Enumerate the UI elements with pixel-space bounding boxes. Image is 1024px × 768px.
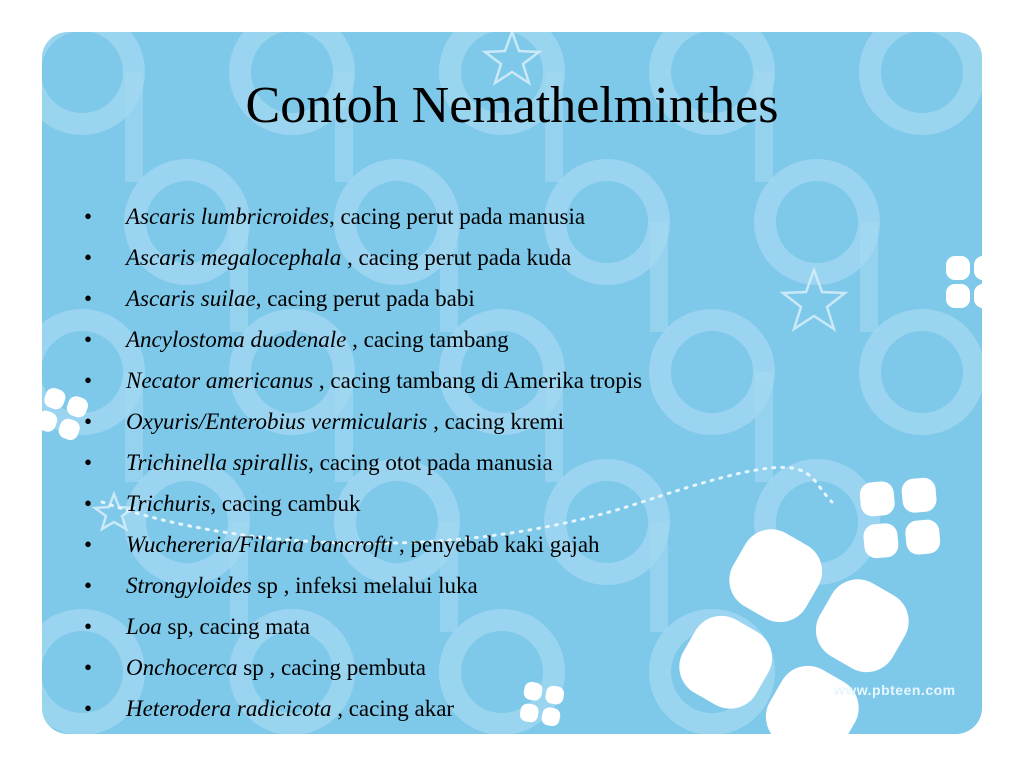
bullet-text	[126, 401, 564, 442]
bullet-item	[84, 196, 844, 237]
species-name: Trichinella spirallis	[126, 450, 309, 475]
bullet-item	[84, 688, 844, 729]
species-name: Strongyloides	[126, 573, 252, 598]
species-name: Heterodera radicicota	[126, 696, 332, 721]
bullet-item	[84, 606, 844, 647]
bullet-icon: •	[84, 245, 93, 270]
bullet-text	[126, 606, 310, 647]
species-name: Onchocerca	[126, 655, 238, 680]
bullet-text	[126, 524, 600, 565]
bullet-item	[84, 483, 844, 524]
bullet-text	[126, 278, 475, 319]
bullet-text	[126, 319, 509, 360]
bullet-text	[126, 442, 553, 483]
bullet-icon: •	[84, 696, 93, 721]
bullet-item	[84, 442, 844, 483]
bullet-icon: •	[84, 532, 93, 557]
bullet-item	[84, 278, 844, 319]
bullet-icon: •	[84, 573, 93, 598]
species-name: Trichuris	[126, 491, 211, 516]
bullet-item	[84, 360, 844, 401]
bullet-icon: •	[84, 286, 93, 311]
bullet-icon: •	[84, 450, 93, 475]
species-description: , cacing perut pada babi	[255, 286, 475, 311]
bullet-icon: •	[84, 204, 93, 229]
bullet-text	[126, 196, 585, 237]
bullet-icon: •	[84, 409, 93, 434]
species-description: sp, cacing mata	[161, 614, 310, 639]
bullet-icon: •	[84, 327, 93, 352]
bullet-text	[126, 483, 360, 524]
slide-title: Contoh Nemathelminthes	[245, 77, 779, 134]
bullet-list	[84, 196, 844, 729]
species-description: , cacing perut pada manusia	[328, 204, 586, 229]
bullet-text	[126, 565, 478, 606]
species-name: Ascaris suilae	[126, 286, 256, 311]
species-description: , cacing otot pada manusia	[308, 450, 553, 475]
bullet-text	[126, 688, 454, 729]
species-description: , cacing perut pada kuda	[341, 245, 572, 270]
bullet-icon: •	[84, 368, 93, 393]
species-description: , cacing akar	[331, 696, 455, 721]
bullet-item	[84, 524, 844, 565]
bullet-item	[84, 565, 844, 606]
species-description: , cacing kremi	[427, 409, 564, 434]
species-name: Necator americanus	[126, 368, 314, 393]
species-name: Wuchereria/Filaria bancrofti	[126, 532, 394, 557]
bullet-text	[126, 360, 642, 401]
species-description: , penyebab kaki gajah	[393, 532, 600, 557]
watermark: www.pbteen.com	[834, 682, 956, 698]
bullet-icon: •	[84, 614, 93, 639]
bullet-item	[84, 319, 844, 360]
species-name: Loa	[126, 614, 162, 639]
bullet-item	[84, 401, 844, 442]
bullet-item	[84, 237, 844, 278]
species-name: Ancylostoma duodenale	[126, 327, 347, 352]
bullet-text	[126, 647, 426, 688]
species-description: , cacing tambang di Amerika tropis	[313, 368, 643, 393]
species-description: , cacing tambang	[346, 327, 509, 352]
bullet-icon: •	[84, 491, 93, 516]
species-description: , cacing cambuk	[210, 491, 361, 516]
species-name: Ascaris megalocephala	[126, 245, 342, 270]
bullet-icon: •	[84, 655, 93, 680]
species-name: Ascaris lumbricroides	[126, 204, 329, 229]
bullet-text	[126, 237, 571, 278]
species-name: Oxyuris/Enterobius vermicularis	[126, 409, 428, 434]
species-description: sp , infeksi melalui luka	[251, 573, 478, 598]
bullet-item	[84, 647, 844, 688]
species-description: sp , cacing pembuta	[237, 655, 426, 680]
